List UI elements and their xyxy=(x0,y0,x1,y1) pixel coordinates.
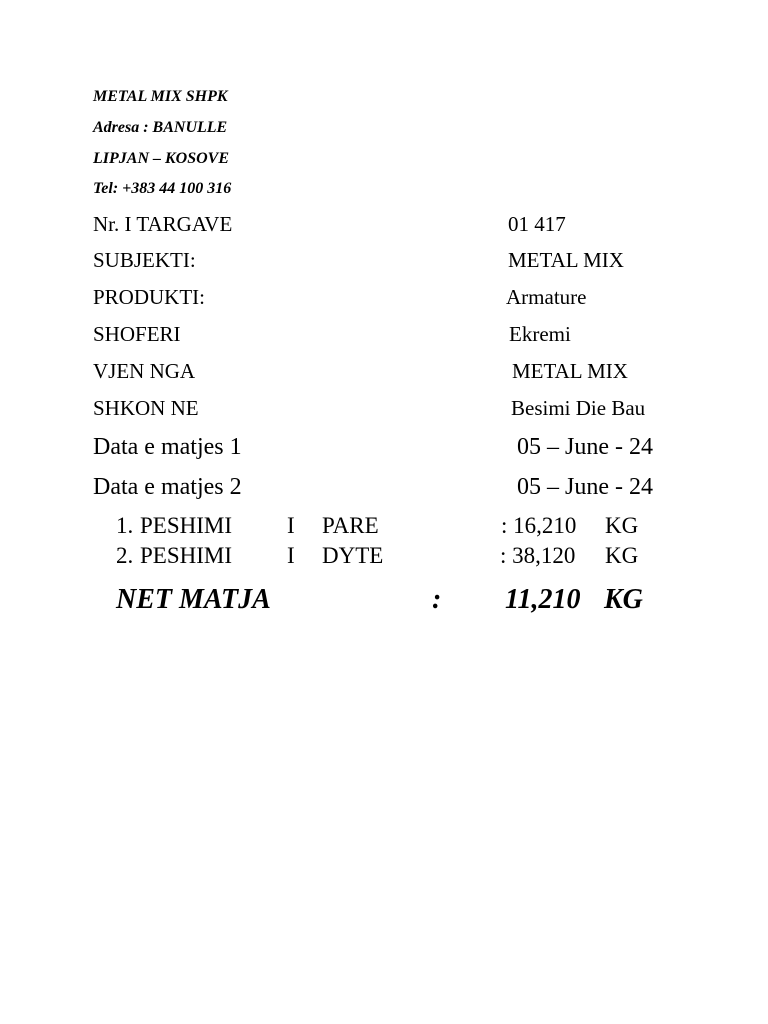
plate-number-value: 01 417 xyxy=(508,212,566,236)
company-phone: Tel: +383 44 100 316 xyxy=(93,180,232,197)
weighing-1-word: PESHIMI xyxy=(140,513,233,538)
company-city: LIPJAN – KOSOVE xyxy=(93,150,230,167)
weighing-1-number: 1. xyxy=(116,513,134,538)
weighing-2-value: : 38,120 xyxy=(500,543,576,568)
weighing-2-roman: I xyxy=(287,543,295,568)
weighing-2-unit: KG xyxy=(605,543,639,568)
from-label: VJEN NGA xyxy=(93,359,196,383)
measure-date-2-value: 05 – June - 24 xyxy=(517,474,653,500)
product-value: Armature xyxy=(506,285,587,309)
measure-date-2-label: Data e matjes 2 xyxy=(93,474,242,500)
net-label: NET MATJA xyxy=(116,584,271,615)
weighing-1-roman: I xyxy=(287,513,295,538)
company-address: Adresa : BANULLE xyxy=(93,119,228,136)
measure-date-1-value: 05 – June - 24 xyxy=(517,434,653,460)
weighing-1-unit: KG xyxy=(605,513,639,538)
destination-value: Besimi Die Bau xyxy=(511,396,646,420)
subject-label: SUBJEKTI: xyxy=(93,248,196,272)
net-unit: KG xyxy=(604,584,643,615)
driver-value: Ekremi xyxy=(509,322,571,346)
net-value: 11,210 xyxy=(505,584,581,615)
from-value: METAL MIX xyxy=(512,359,628,383)
measure-date-1-label: Data e matjes 1 xyxy=(93,434,242,460)
plate-number-label: Nr. I TARGAVE xyxy=(93,212,233,236)
destination-label: SHKON NE xyxy=(93,396,199,420)
weighing-1-order: PARE xyxy=(322,513,379,538)
weighing-2-number: 2. xyxy=(116,543,134,568)
weighing-2-order: DYTE xyxy=(322,543,384,568)
product-label: PRODUKTI: xyxy=(93,285,206,309)
company-name: METAL MIX SHPK xyxy=(93,88,228,105)
weighing-2-word: PESHIMI xyxy=(140,543,233,568)
weighing-1-value: : 16,210 xyxy=(501,513,577,538)
net-colon: : xyxy=(432,584,442,615)
driver-label: SHOFERI xyxy=(93,322,181,346)
subject-value: METAL MIX xyxy=(508,248,624,272)
